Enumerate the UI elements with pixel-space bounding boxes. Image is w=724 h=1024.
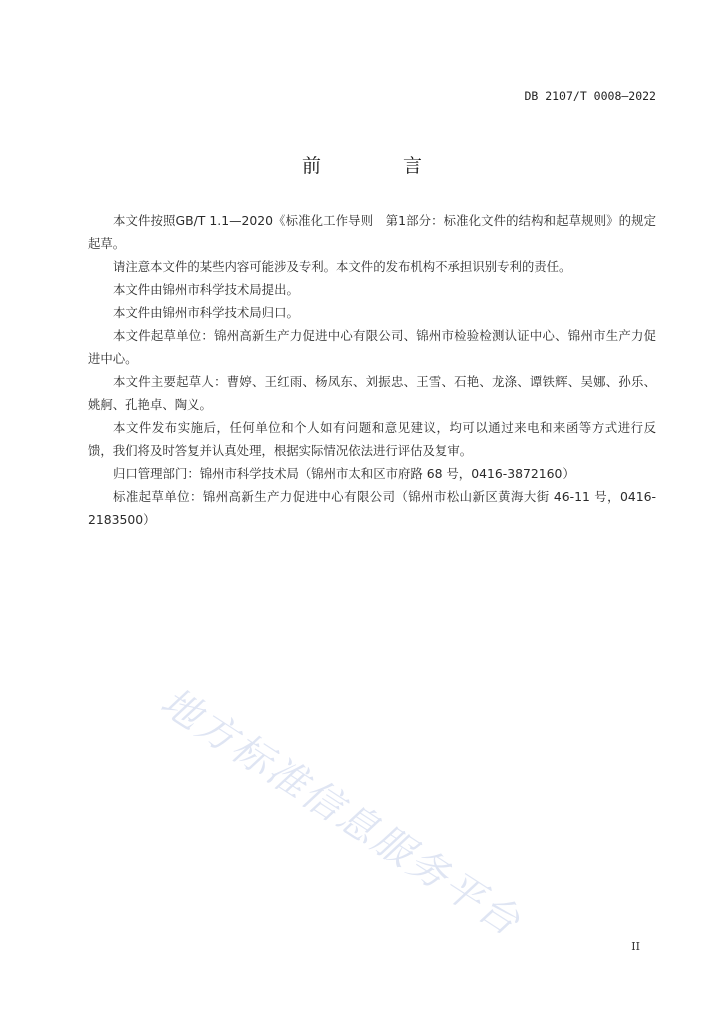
paragraph-centralized-unit: 本文件由锦州市科学技术局归口。: [113, 305, 299, 320]
watermark: 地方标准信息服务平台: [152, 679, 530, 947]
paragraph-drafting-basis: 本文件按照GB/T 1.1—2020《标准化工作导则 第1部分：标准化文件的结构和起草规则》的规定起草。: [88, 213, 656, 251]
paragraph-proposer: 本文件由锦州市科学技术局提出。: [113, 282, 299, 297]
foreword-body: [88, 209, 656, 531]
paragraph-patent-notice: 请注意本文件的某些内容可能涉及专利。本文件的发布机构不承担识别专利的责任。: [113, 259, 572, 274]
paragraph-drafting-unit-contact: 标准起草单位：锦州高新生产力促进中心有限公司（锦州市松山新区黄海大街 46-11 号，0416-2183500）: [88, 489, 656, 527]
document-number: DB 2107/T 0008—2022: [524, 89, 656, 103]
page-title: 前 言: [301, 155, 461, 177]
paragraph-feedback: 本文件发布实施后，任何单位和个人如有问题和意见建议，均可以通过来电和来函等方式进行反馈，我们将及时答复并认真处理，根据实际情况依法进行评估及复审。: [88, 420, 656, 458]
paragraph-management-dept: 归口管理部门：锦州市科学技术局（锦州市太和区市府路 68 号，0416-3872160）: [113, 466, 575, 481]
paragraph-drafting-units: 本文件起草单位：锦州高新生产力促进中心有限公司、锦州市检验检测认证中心、锦州市生产力促进中心。: [88, 328, 656, 366]
paragraph-drafters: 本文件主要起草人：曹婷、王红雨、杨凤东、刘振忠、王雪、石艳、龙涤、谭铁辉、吴娜、孙乐、姚舸、孔艳卓、陶义。: [88, 374, 656, 412]
page-number: II: [631, 940, 640, 953]
